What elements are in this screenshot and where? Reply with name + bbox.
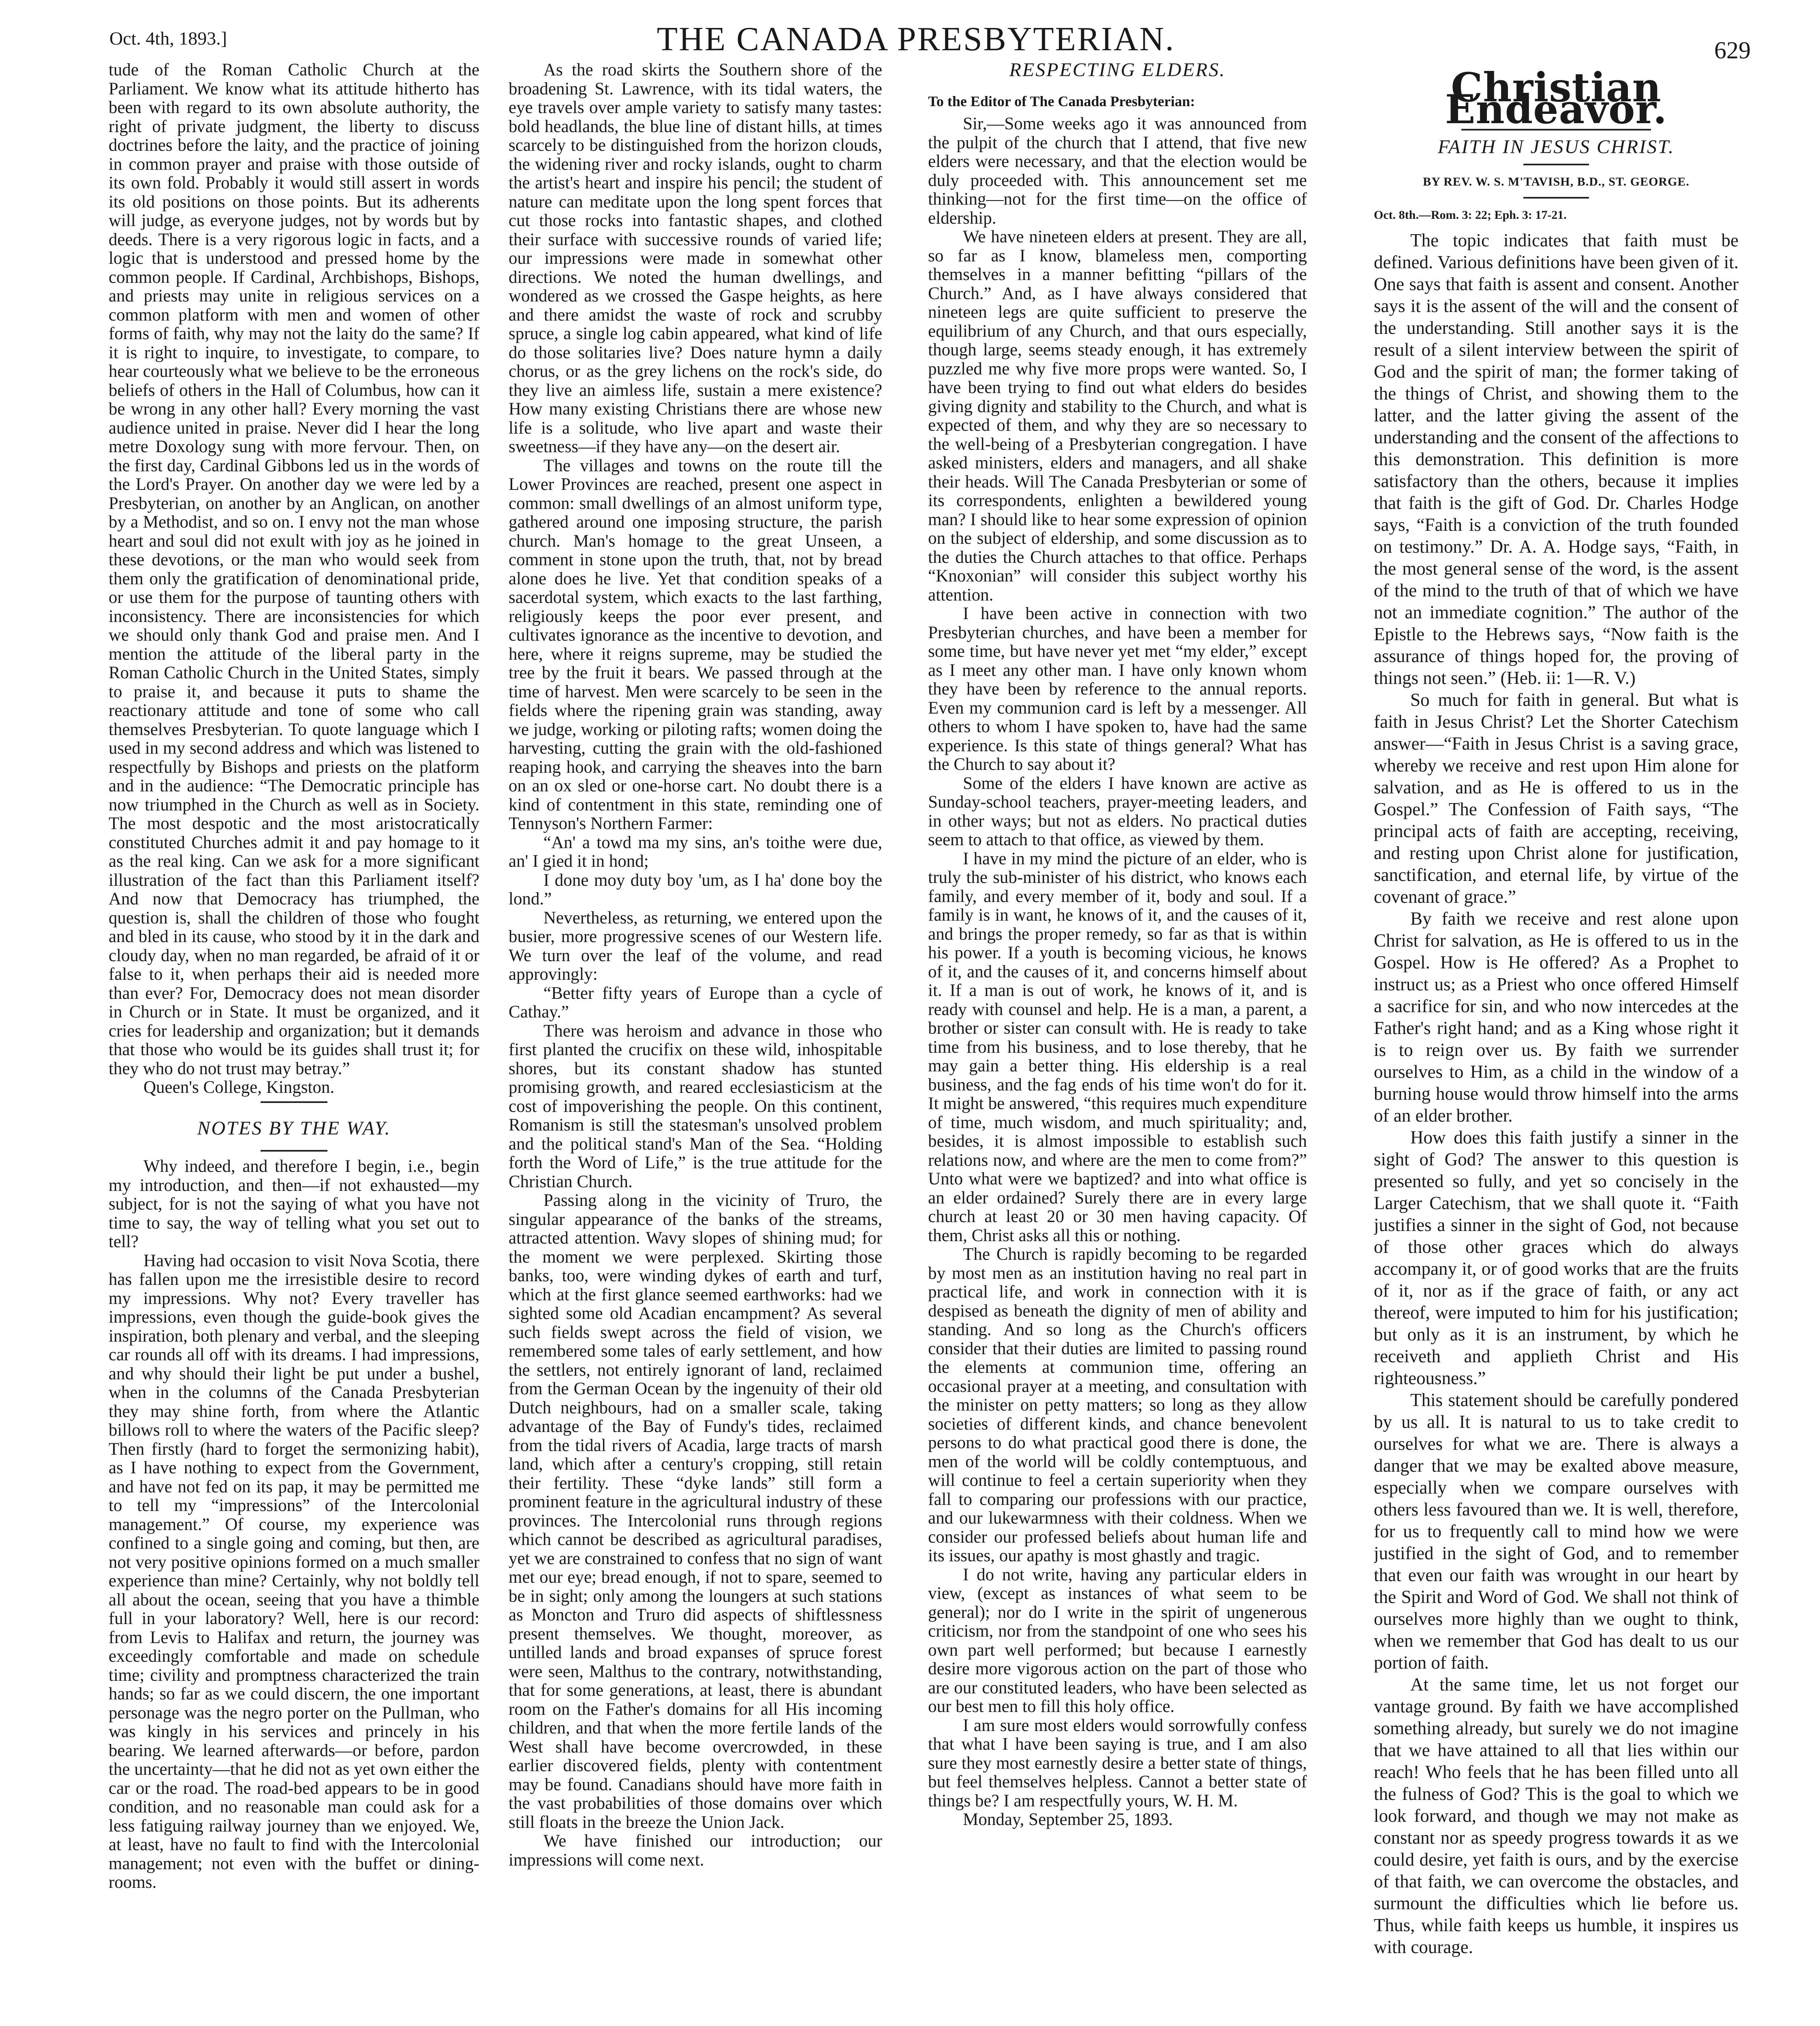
letter-dateline: Monday, September 25, 1893. [963,1810,1173,1829]
letter-paragraph: I have been active in connection with two Presbyterian churches, and have been a member for some time, but have never yet met “my elder,” except as I meet any other man. I have only known whom they have been by reference to the annual reports. Even my communion card is left by a messenger. All others to whom I have spoken to, have had the same experience. Is this state of things general? What has the Church to say about it? [928,604,1307,774]
verse-line: “An' a towd ma my sins, an's toithe were due, an' I gied it in hond; [509,833,882,871]
divider [1523,197,1589,199]
faith-subheading: FAITH IN JESUS CHRIST. [1437,136,1675,158]
header-date: Oct. 4th, 1893.] [109,28,227,49]
signoff: Queen's College, Kingston. [143,1078,335,1097]
letter-paragraph: The Church is rapidly becoming to be regarded by most men as an institution having no real part in practical life, and work in connection with it is despised as beneath the dignity of men of ability and standing. And so long as the Church's officers consider that their duties are limited to passing round the elements at communion time, offering an occasional prayer at a meeting, and consultation with the minister on petty matters; so long as they allow societies of different kinds, and chance benevolent persons to do what practical good there is done, the men of the world will be coldly contemptuous, and will continue to feel a certain superiority when they fall to comparing our professions with our practice, and our lukewarmness with their coldness. When we consider our professed beliefs about human life and its issues, our apathy is most ghastly and tragic. [928,1245,1307,1565]
to-editor-line: To the Editor of The Canada Presbyterian: [928,93,1195,109]
article-paragraph: Why indeed, and therefore I begin, i.e., begin my introduction, and then—if not exhausted—my subject, for is not the saying of what you have not time to say, the way of telling what you set out to tell? [109,1157,479,1251]
letter-paragraph: I am sure most elders would sorrowfully confess that what I have been saying is true, and I am also sure they most earnestly desire a better state of things, but feel themselves helpless. Cannot a better state of things be? I am respectfully yours, W. H. M. [928,1716,1307,1810]
verse-line: “Better fifty years of Europe than a cycle of Cathay.” [509,983,882,1022]
article-paragraph: By faith we receive and rest alone upon Christ for salvation, as He is offered to us in the Gospel. How is He offered? As a Prophet to instruct us; as a Priest who once offered Himself a sacrifice for sin, and who now intercedes at the Father's right hand; and as a King whose right it is to reign over us. By faith we surrender ourselves to Him, as a child in the window of a burning house would throw himself into the arms of an elder brother. [1374,908,1739,1126]
section-heading-elders: RESPECTING ELDERS. [1009,61,1226,81]
article-paragraph: How does this faith justify a sinner in the sight of God? The answer to this question is presented so fully, and yet so concisely in the Larger Catechism, that we shall quote it. “Faith justifies a sinner in the sight of God, not because of those other graces which do always accompany it, or of good works that are the fruits of it, nor as if the grace of faith, or any act thereof, were imputed to him for his justification; but only as it is an instrument, by which he receiveth and applieth Christ and His righteousness.” [1374,1127,1739,1388]
letter-paragraph: Sir,—Some weeks ago it was announced from the pulpit of the church that I attend, that five new elders were necessary, and that the election would be duly proceeded with. This announcement set me thinking—not for the first time—on the office of eldership. [928,114,1307,228]
newspaper-title: THE CANADA PRESBYTERIAN. [657,20,1175,58]
article-paragraph: As the road skirts the Southern shore of the broadening St. Lawrence, with its tidal waters, the eye travels over ample variety to satisfy many tastes: bold headlands, the blue line of distant hills, at times scarcely to be distinguished from the horizon clouds, the widening river and rocky islands, ought to charm the artist's heart and inspire his pencil; the student of nature can meditate upon the long spent forces that cut those rocks into fantastic shapes, and clothed their surface with successive rounds of varied life; our impressions were made in somewhat other directions. We noted the human dwellings, and wondered as we crossed the Gaspe heights, as here and there amidst the waste of rock and scrubby spruce, a single log cabin appeared, what kind of life do those solitaries live? Does nature hymn a daily chorus, or as the grey lichens on the rock's side, do they live an aimless life, sustain a mere existence? How many existing Christians there are whose new life is a solitude, who live apart and waste their sweetness—if they have any—on the desert air. [509,61,882,456]
scripture-dateline: Oct. 8th.—Rom. 3: 22; Eph. 3: 17-21. [1374,208,1567,222]
article-paragraph: So much for faith in general. But what is faith in Jesus Christ? Let the Shorter Catechism answer—“Faith in Jesus Christ is a saving grace, whereby we receive and rest upon Him alone for salvation, and as He is offered to us in the Gospel.” The Confession of Faith says, “The principal acts of faith are accepting, receiving, and resting upon Christ alone for justification, sanctification, and eternal life, by virtue of the covenant of grace.” [1374,690,1739,907]
article-paragraph: Passing along in the vicinity of Truro, the singular appearance of the banks of the streams, attracted attention. Wavy slopes of shining mud; for the moment we were perplexed. Skirting those banks, too, were winding dykes of earth and turf, which at the first glance seemed earthworks: had we sighted some old Acadian encampment? As several such fields swept across the field of vision, we remembered some tales of early settlement, and how the settlers, not entirely ignorant of land, reclaimed from the German Ocean by the ingenuity of their old Dutch neighbours, had on a smaller scale, taking advantage of the Bay of Fundy's tides, reclaimed from the tidal rivers of Acadia, large tracts of marsh land, which after a century's cropping, still retain their fertility. These “dyke lands” still form a prominent feature in the agricultural industry of these provinces. The Intercolonial runs through regions which cannot be described as agricultural paradises, yet we are constrained to confess that no sign of want met our eye; bread enough, if not to spare, seemed to be in sight; only among the loungers at such stations as Moncton and Truro did aspects of shiftlessness present themselves. We thought, moreover, as untilled lands and broad expanses of spruce forest were seen, Malthus to the contrary, notwithstanding, that for some generations, at least, there is abundant room on the Father's domains for all His incoming children, and that when the more fertile lands of the West shall have become overcrowded, in these earlier discovered fields, plenty with contentment may be found. Canadians should have more faith in the vast probabilities of those domains over which still floats in the breeze the Union Jack. [509,1191,882,1832]
letter-paragraph: I do not write, having any particular elders in view, (except as instances of what seem to be general); nor do I write in the spirit of ungenerous criticism, nor from the standpoint of one who sees his own part well performed; but because I earnestly desire more vigorous action on the part of those who are our constituted leaders, who have been selected as our best men to fill this holy office. [928,1565,1307,1716]
letter-paragraph: I have in my mind the picture of an elder, who is truly the sub-minister of his district, who knows each family, and every member of it, body and soul. If a family is in want, he knows of it, and the causes of it, and brings the proper remedy, so far as that is within his power. If a youth is becoming vicious, he knows of it, and the causes of it, and concerns himself about it. If a man is out of work, he knows of it, and is ready with counsel and help. He is a man, a parent, a brother or sister can consult with. He is ready to take time from his business, and to lose thereby, that he may gain a better thing. His eldership is a real business, and the fag ends of his time won't do for it. It might be answered, “this requires much expenditure of time, much wisdom, and much spirituality; and, besides, it is almost impossible to establish such relations now, and where are the men to come from?” Unto what were we baptized? and into what office is an elder ordained? Surely there are in every large church at least 20 or 30 men having capacity. Of them, Christ asks all this or nothing. [928,849,1307,1245]
byline: BY REV. W. S. M'TAVISH, B.D., ST. GEORGE. [1423,175,1690,188]
article-paragraph: Nevertheless, as returning, we entered upon the busier, more progressive scenes of our Western life. We turn over the leaf of the volume, and read approvingly: [509,908,882,984]
column-2 [509,61,882,2026]
column-3 [928,61,1307,2026]
verse-line: I done moy duty boy 'um, as I ha' done boy the lond.” [509,870,882,908]
article-paragraph: tude of the Roman Catholic Church at the Parliament. We know what its attitude hitherto has been with regard to its own absolute authority, the right of private judgment, the liberty to discuss doctrines before the laity, and the practice of joining in common prayer and praise with those outside of its own fold. Probably it would still assert in words its old positions on those points. But its adherents will judge, as everyone judges, not by words but by deeds. There is a very rigorous logic in facts, and a logic that is understood and pressed home by the common people. If Cardinal, Archbishops, Bishops, and priests may unite in religious services on a common platform with men and women of other forms of faith, why may not the laity do the same? If it is right to inquire, to investigate, to compare, to hear courteously what we believe to be the erroneous beliefs of others in the Hall of Columbus, how can it be wrong in any other hall? Every morning the vast audience united in praise. Never did I hear the long metre Doxology sung with more fervour. Then, on the first day, Cardinal Gibbons led us in the words of the Lord's Prayer. On another day we were led by a Presbyterian, on another by an Anglican, on another by a Methodist, and so on. I envy not the man whose heart and soul did not exult with joy as he joined in these devotions, or the man who would seek from them only the gratification of denominational pride, or use them for the purpose of taunting others with inconsistency. There are inconsistencies for which we should only thank God and praise men. And I mention the attitude of the liberal party in the Roman Catholic Church in the United States, simply to praise it, and because it puts to shame the reactionary attitude and tone of some who call themselves Presbyterian. To quote language which I used in my second address and which was listened to respectfully by Bishops and priests on the platform and in the audience: “The Democratic principle has now triumphed in the Church as well as in Society. The most despotic and the most aristocratically constituted Churches admit it and pay homage to it as the real king. Can we ask for a more significant illustration of the fact than this Parliament itself? And now that Democracy has triumphed, the question is, shall the children of those who fought and bled in its cause, who stood by it in the dark and cloudy day, when no man regarded, be afraid of it or false to it, when perhaps their aid is needed more than ever? For, Democracy does not mean disorder in Church or in State. It must be organized, and it cries for leadership and organization; but it demands that those who would be its guides shall trust it; for they who do not trust may betray.” [109,61,479,1078]
divider [261,1101,327,1103]
article-paragraph: We have finished our introduction; our impressions will come next. [509,1832,882,1870]
divider [261,1150,327,1152]
column-1 [109,61,479,2026]
article-paragraph: Having had occasion to visit Nova Scotia, there has fallen upon me the irresistible desire to record my impressions. Why not? Every traveller has impressions, even though the guide-book gives the inspiration, both plenary and verbal, and the sleeping car rounds all off with its dreams. I had impressions, and why should their light be put under a bushel, when in the columns of the Canada Presbyterian they may shine forth, from where the Atlantic billows roll to where the waters of the Pacific sleep? Then firstly (hard to forget the sermonizing habit), as I have nothing to expect from the Government, and have not fed on its pap, it may be permitted me to tell my “impressions” of the Intercolonial management.” Of course, my experience was confined to a single going and coming, but then, are not very positive opinions formed on a much smaller experience than mine? Certainly, why not boldly tell all about the ocean, seeing that you have a thimble full in your laboratory? Well, here is our record: from Levis to Halifax and return, the journey was exceedingly comfortable and made on schedule time; civility and promptness characterized the train hands; so far as we could discern, the one important personage was the negro porter on the Pullman, who was kingly in his services and princely in his bearing. We learned afterwards—or before, pardon the uncertainty—that he did not as yet own either the car or the road. The road-bed appears to be in good condition, and no reasonable man could ask for a less fatiguing railway journey than we enjoyed. We, at least, have no fault to find with the Intercolonial management; not even with the buffet or dining-rooms. [109,1251,479,1892]
article-paragraph: This statement should be carefully pondered by us all. It is natural to us to take credit to ourselves for what we are. There is always a danger that we may be exalted above measure, especially when we compare ourselves with others less favoured than we. It is well, therefore, for us to frequently call to mind how we were justified in the sight of God, and to remember that even our faith was wrought in our heart by the Spirit and Word of God. We shall not think of ourselves more highly than we ought to think, when we remember that God has dealt to us our portion of faith. [1374,1390,1739,1673]
letter-paragraph: We have nineteen elders at present. They are all, so far as I know, blameless men, comporting themselves in a manner befitting “pillars of the Church.” And, as I have always considered that nineteen legs are quite sufficient to preserve the equilibrium of any Church, and that ours especially, though large, seems steady enough, it has extremely puzzled me why five more props were wanted. So, I have been trying to find out what elders do besides giving dignity and stability to the Church, and what is expected of them, and why they are so necessary to the well-being of a Presbyterian congregation. I have asked ministers, elders and managers, and all shake their heads. Will The Canada Presbyterian or some of its correspondents, enlighten a bewildered young man? I should like to hear some expression of opinion on the subject of eldership, and some discussion as to the duties the Church attaches to that office. Perhaps “Knoxonian” will consider this subject worthy his attention. [928,227,1307,605]
letter-paragraph: Some of the elders I have known are active as Sunday-school teachers, prayer-meeting leaders, and in other ways; but not as elders. No practical duties seem to attach to that office, as viewed by them. [928,774,1307,849]
article-paragraph: The topic indicates that faith must be defined. Various definitions have been given of it. One says that faith is assent and consent. Another says it is the assent of the will and the consent of the understanding. Still another says it is the result of a silent interview between the spirit of God and the spirit of man; the former taking of the things of Christ, and showing them to the latter, and the latter giving the assent of the understanding and the consent of the affections to this demonstration. This definition is more satisfactory than the others, because it implies that faith is the gift of God. Dr. Charles Hodge says, “Faith is a conviction of the truth founded on testimony.” Dr. A. A. Hodge says, “Faith, in the most general sense of the word, is the assent of the mind to the truth of that of which we have not an immediate cognition.” The author of the Epistle to the Hebrews says, “Now faith is the assurance of things hoped for, the proving of things not seen.” (Heb. ii: 1—R. V.) [1374,230,1739,688]
christian-endeavor-title: Christian Endeavor. [1445,64,1668,133]
divider [1523,164,1589,165]
section-heading-notes: NOTES BY THE WAY. [197,1117,391,1139]
article-paragraph: At the same time, let us not forget our vantage ground. By faith we have accomplished something already, but surely we do not imagine that we have attained to all that lies within our reach! Who feels that he has been filled unto all the fulness of God? This is the goal to which we look forward, and though we may not make as constant nor as speedy progress towards it as we could desire, yet faith is ours, and by the exercise of that faith, we can overcome the obstacles, and surmount the difficulties which lie before us. Thus, while faith keeps us humble, it inspires us with courage. [1374,1674,1739,1957]
article-paragraph: The villages and towns on the route till the Lower Provinces are reached, present one aspect in common: small dwellings of an almost uniform type, gathered around one imposing structure, the parish church. Man's homage to the great Unseen, a comment in stone upon the truth, that, not by bread alone does he live. Yet that condition speaks of a sacerdotal system, which exacts to the last farthing, religiously keeps the poor ever present, and cultivates ignorance as the incentive to devotion, and here, where it reigns supreme, may be studied the tree by the fruit it bears. We passed through at the time of harvest. Men were scarcely to be seen in the fields where the ripening grain was standing, away we judge, working or piloting rafts; women doing the harvesting, cutting the grain with the old-fashioned reaping hook, and carrying the sheaves into the barn on an ox sled or one-horse cart. No doubt there is a kind of contentment in this state, reminding one of Tennyson's Northern Farmer: [509,456,882,833]
page-number: 629 [1714,37,1751,64]
article-paragraph: There was heroism and advance in those who first planted the crucifix on these wild, inhospitable shores, but its constant shadow has stunted promising growth, and reared ecclesiasticism at the cost of impoverishing the people. On this continent, Romanism is still the statesman's unsolved problem and the political stand's Man of the Sea. “Holding forth the Word of Life,” is the true attitude for the Christian Church. [509,1021,882,1191]
column-4 [1374,61,1739,2026]
